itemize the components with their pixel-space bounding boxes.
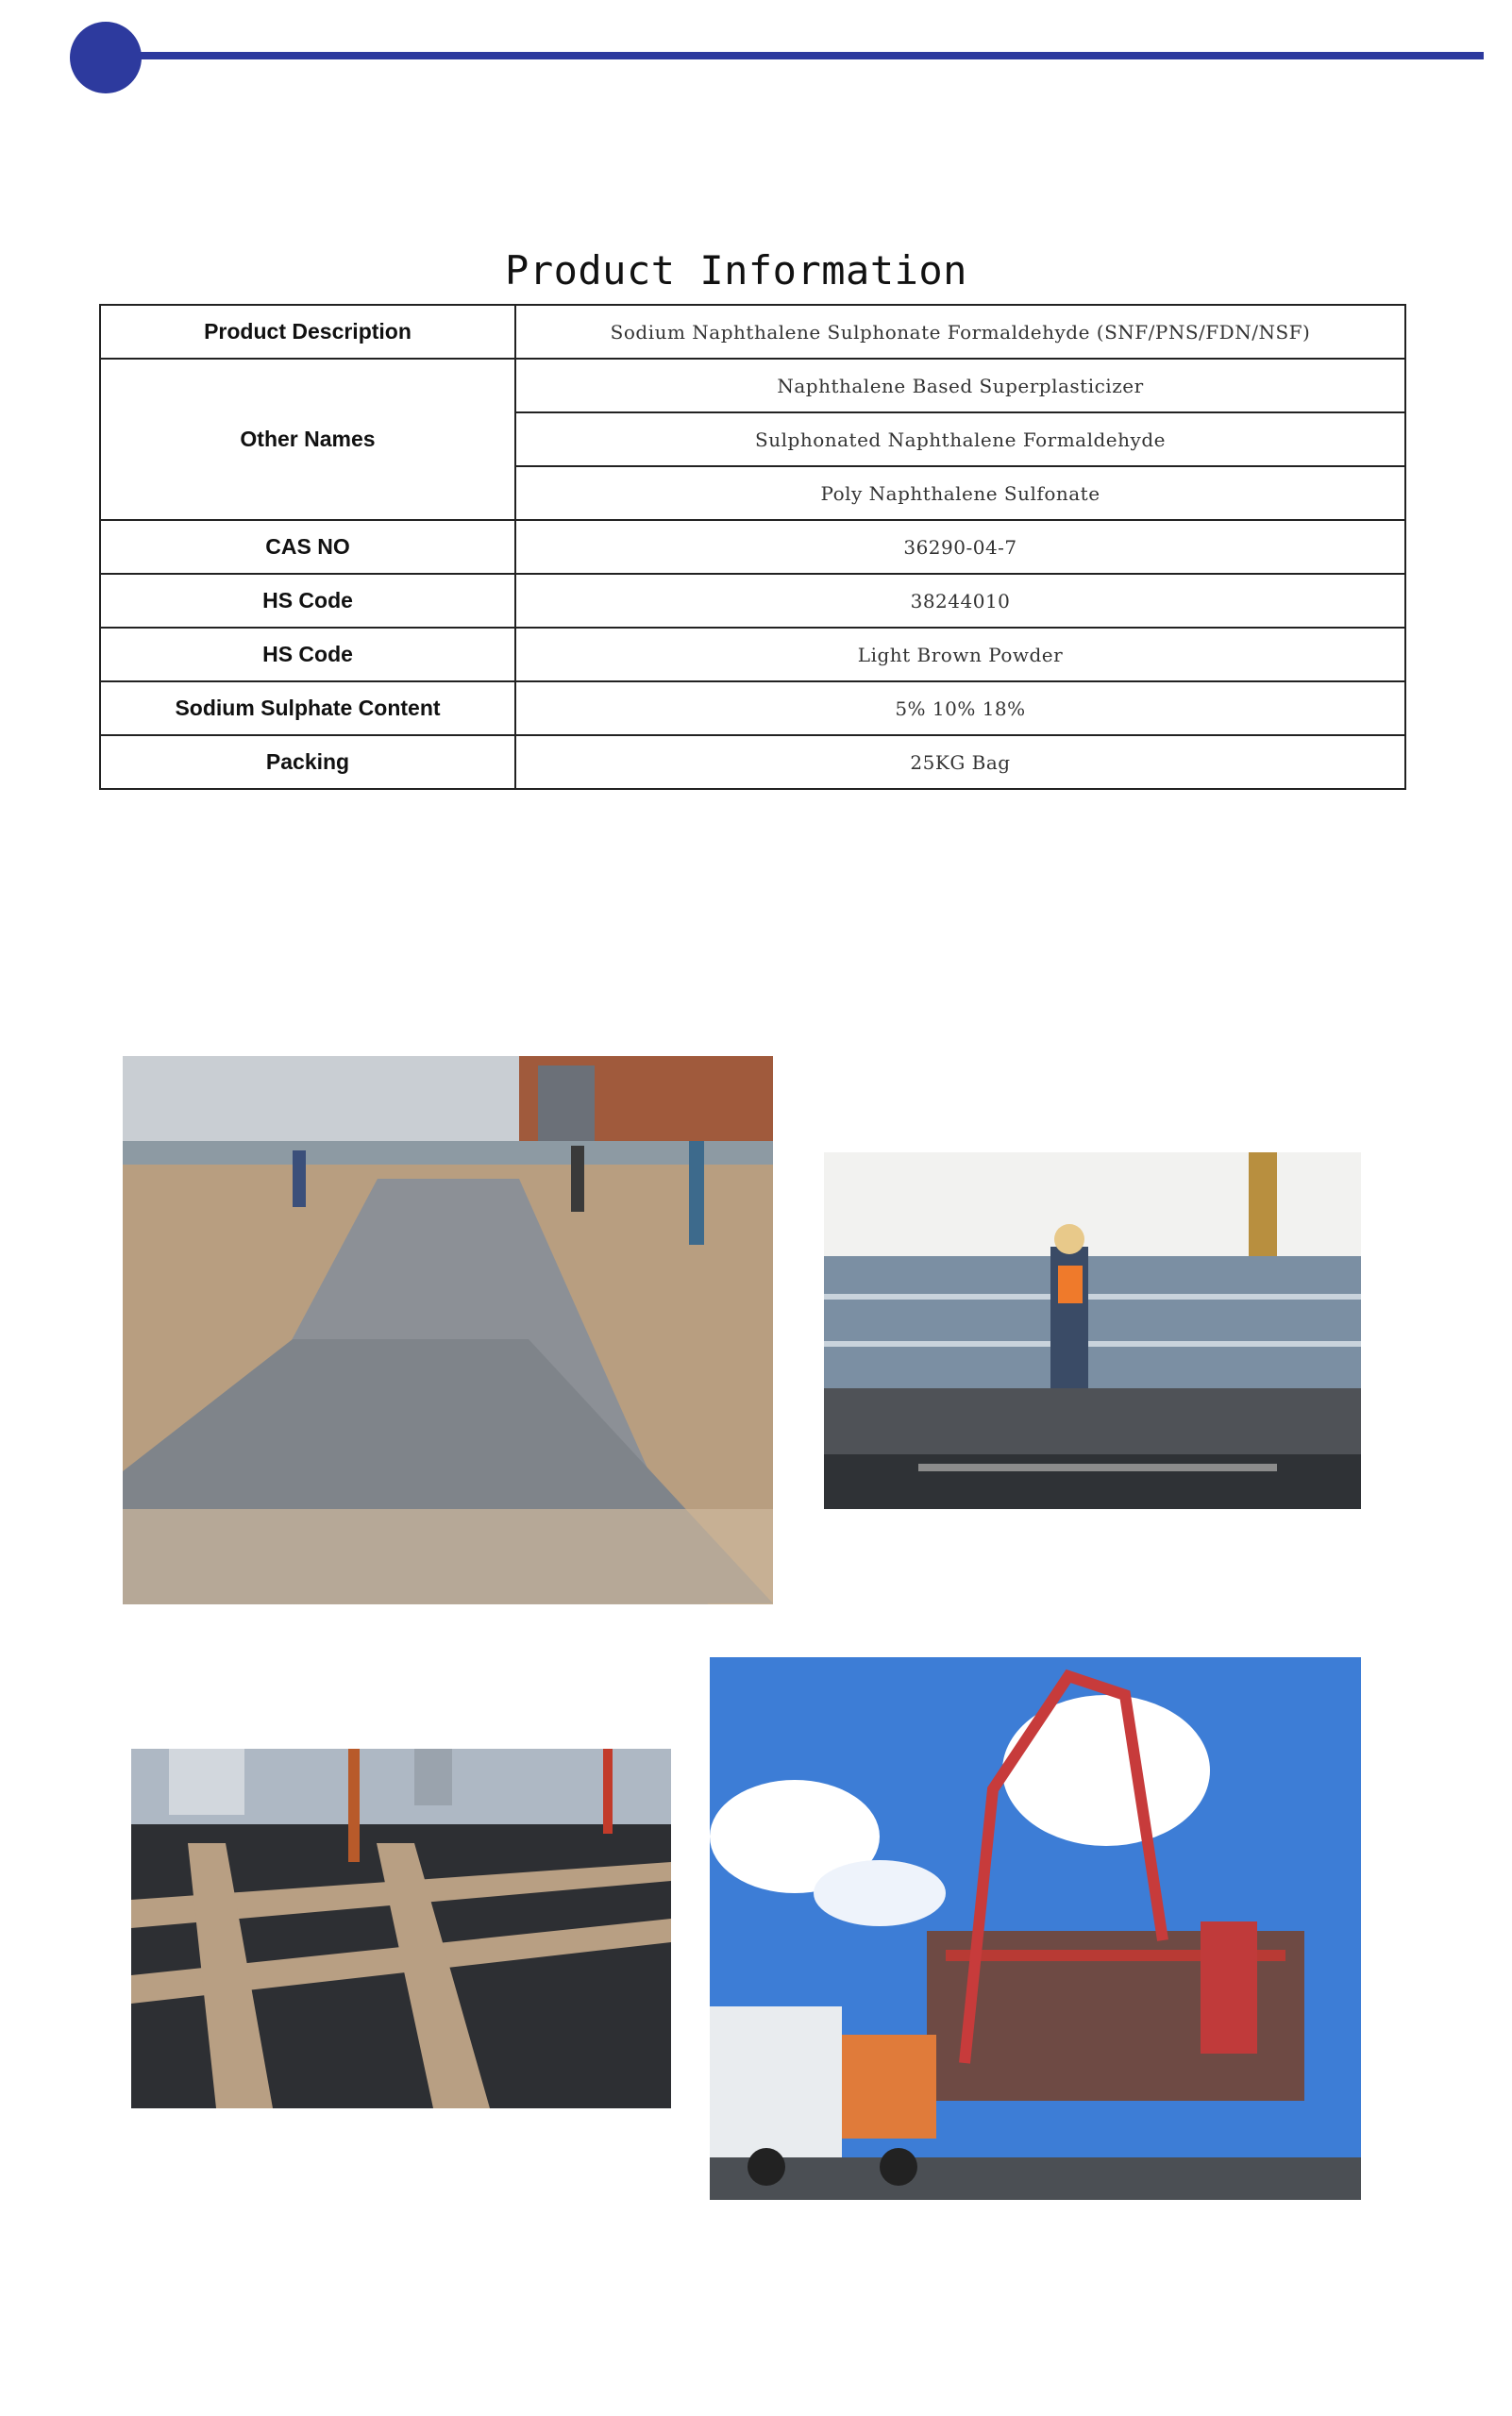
row-value: 38244010 — [515, 574, 1405, 628]
table-row — [100, 681, 1405, 735]
row-label: Packing — [100, 735, 515, 789]
photo-concrete-finishing — [824, 1152, 1361, 1509]
table-row — [100, 574, 1405, 628]
row-value: Sodium Naphthalene Sulphonate Formaldehyde (SNF/PNS/FDN/NSF) — [515, 305, 1405, 359]
table-row — [100, 305, 1405, 359]
table-row — [100, 735, 1405, 789]
row-label: HS Code — [100, 574, 515, 628]
row-label: CAS NO — [100, 520, 515, 574]
row-value: 5% 10% 18% — [515, 681, 1405, 735]
row-label: HS Code — [100, 628, 515, 681]
table-row — [100, 359, 1405, 412]
photo-road-paving — [123, 1056, 773, 1604]
page-title: Product Information — [505, 247, 967, 294]
row-label: Sodium Sulphate Content — [100, 681, 515, 735]
photo-rebar-site — [131, 1749, 671, 2108]
photo-pump-truck — [710, 1657, 1361, 2200]
row-value: 36290-04-7 — [515, 520, 1405, 574]
row-label: Product Description — [100, 305, 515, 359]
header-rule — [104, 52, 1484, 59]
row-value: Poly Naphthalene Sulfonate — [515, 466, 1405, 520]
row-value: Sulphonated Naphthalene Formaldehyde — [515, 412, 1405, 466]
row-label: Other Names — [100, 359, 515, 520]
table-row — [100, 628, 1405, 681]
row-value: 25KG Bag — [515, 735, 1405, 789]
row-value: Light Brown Powder — [515, 628, 1405, 681]
row-value: Naphthalene Based Superplasticizer — [515, 359, 1405, 412]
table-row — [100, 520, 1405, 574]
product-info-table — [99, 304, 1406, 790]
